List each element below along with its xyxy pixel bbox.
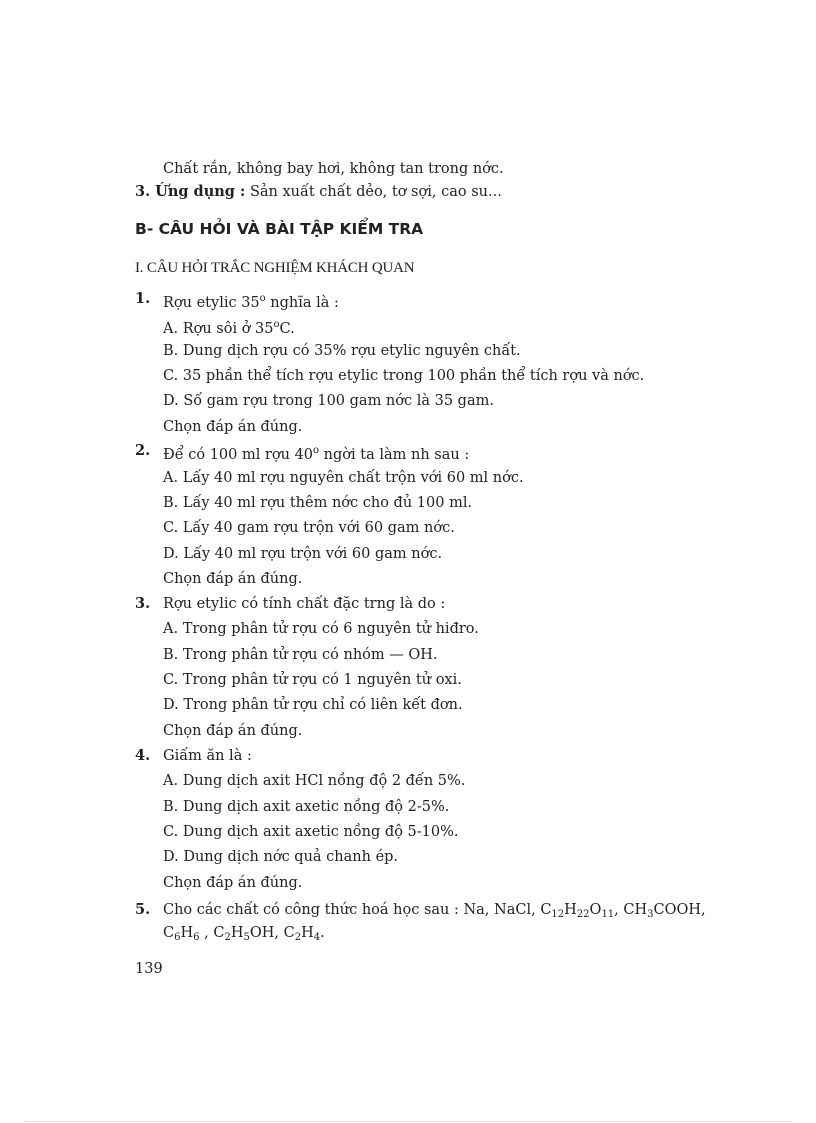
q1-stem bbox=[163, 290, 339, 312]
q4-option-c: C. Dung dịch axit axetic nồng độ 5-10%. bbox=[163, 824, 459, 840]
q4-number: 4. bbox=[135, 747, 151, 764]
q1-stem-sup: o bbox=[259, 293, 266, 304]
q4-option-a: A. Dung dịch axit HCl nồng độ 2 đến 5%. bbox=[163, 773, 466, 789]
q1-stem-b: nghĩa là : bbox=[265, 295, 339, 311]
q3-choose: Chọn đáp án đúng. bbox=[163, 723, 303, 739]
q4-choose: Chọn đáp án đúng. bbox=[163, 875, 303, 891]
q3-number: 3. bbox=[135, 595, 151, 612]
q5-line2: $C_6H_6$ , $C_2H_5OH$, $C_2H_4$. bbox=[163, 925, 325, 943]
q5-sep: , CH bbox=[614, 902, 648, 918]
q2-option-a: A. Lấy 40 ml rợu nguyên chất trộn với 60 ml nớc. bbox=[163, 470, 524, 486]
q2-stem-sup: o bbox=[313, 445, 320, 456]
q3-option-c: C. Trong phân tử rợu có 1 nguyên tử oxi. bbox=[163, 672, 462, 688]
q5-stem-text: Cho các chất có công thức hoá học sau : Na, NaCl, bbox=[163, 902, 541, 918]
section-b-title: B- CÂU HỎI VÀ BÀI TẬP KIỂM TRA bbox=[135, 220, 424, 238]
section-i-title: I. CÂU HỎI TRẮC NGHIỆM KHÁCH QUAN bbox=[135, 260, 415, 276]
q2-option-c: C. Lấy 40 gam rợu trộn với 60 gam nớc. bbox=[163, 520, 455, 536]
q5-formula-sucrose: $C_{12}H_{22}O_{11}$ bbox=[540, 902, 615, 920]
q1-a-a: A. Rợu sôi ở 35 bbox=[163, 321, 274, 337]
q3-option-d: D. Trong phân tử rợu chỉ có liên kết đơn. bbox=[163, 697, 463, 713]
q2-option-b: B. Lấy 40 ml rợu thêm nớc cho đủ 100 ml. bbox=[163, 495, 473, 511]
q5-ch3-sub: 3 bbox=[647, 909, 654, 920]
q5-number: 5. bbox=[135, 901, 151, 918]
q2-option-d: D. Lấy 40 ml rợu trộn với 60 gam nớc. bbox=[163, 546, 443, 562]
page-number: 139 bbox=[135, 961, 163, 977]
q4-option-d: D. Dung dịch nớc quả chanh ép. bbox=[163, 849, 399, 865]
q3-stem: Rợu etylic có tính chất đặc trng là do : bbox=[163, 596, 446, 612]
intro-line: Chất rắn, không bay hơi, không tan trong nớc. bbox=[163, 161, 504, 177]
q1-stem-a: Rợu etylic 35 bbox=[163, 295, 260, 311]
q1-option-a bbox=[163, 316, 295, 338]
q1-choose: Chọn đáp án đúng. bbox=[163, 419, 303, 435]
q3-option-a: A. Trong phân tử rợu có 6 nguyên tử hiđro. bbox=[163, 621, 479, 637]
q3-option-b: B. Trong phân tử rợu có nhóm — OH. bbox=[163, 647, 438, 663]
q2-number: 2. bbox=[135, 442, 151, 459]
q2-stem-a: Để có 100 ml rợu 40 bbox=[163, 447, 314, 463]
q1-option-c: C. 35 phần thể tích rợu etylic trong 100 phần thể tích rợu và nớc. bbox=[163, 368, 645, 384]
ung-dung-line bbox=[135, 183, 502, 201]
q4-option-b: B. Dung dịch axit axetic nồng độ 2-5%. bbox=[163, 799, 450, 815]
q1-number: 1. bbox=[135, 290, 151, 307]
q4-stem: Giấm ăn là : bbox=[163, 748, 252, 764]
q1-a-sup: o bbox=[273, 319, 280, 330]
q2-stem bbox=[163, 442, 469, 464]
q1-a-b: C. bbox=[279, 321, 295, 337]
ung-dung-text: Sản xuất chất dẻo, tơ sợi, cao su... bbox=[249, 184, 502, 200]
q1-option-b: B. Dung dịch rợu có 35% rợu etylic nguyên chất. bbox=[163, 343, 521, 359]
q2-stem-b: ngời ta làm nh sau : bbox=[319, 447, 470, 463]
q5-cooh: COOH, bbox=[653, 902, 706, 918]
q5-stem bbox=[163, 901, 706, 924]
q2-choose: Chọn đáp án đúng. bbox=[163, 571, 303, 587]
footer-divider bbox=[25, 1121, 791, 1122]
ung-dung-label: 3. Ứng dụng : bbox=[135, 183, 246, 200]
q1-option-d: D. Số gam rợu trong 100 gam nớc là 35 gam. bbox=[163, 393, 494, 409]
